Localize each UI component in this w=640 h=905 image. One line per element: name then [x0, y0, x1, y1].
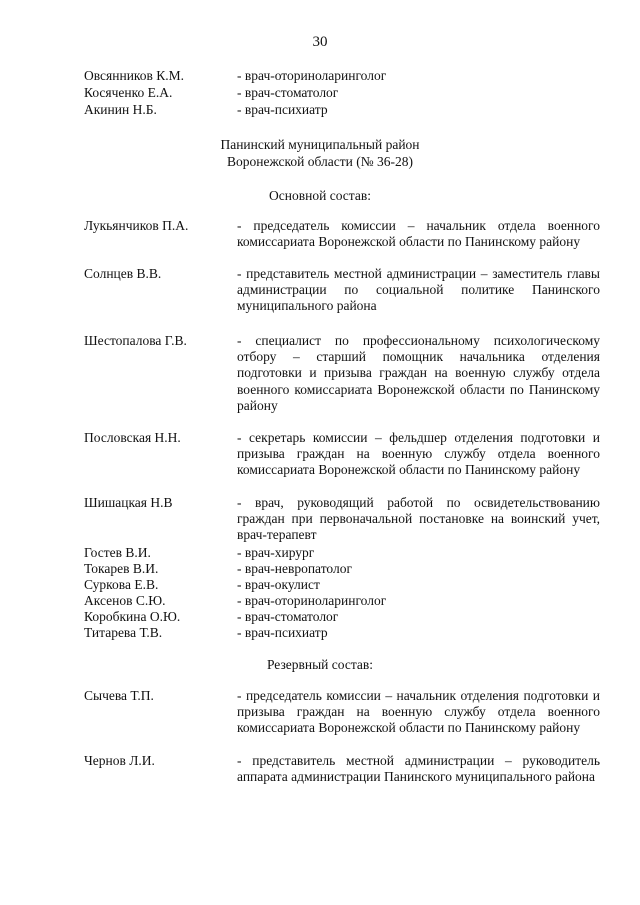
member-role: - врач-стоматолог	[237, 609, 339, 624]
member-name: Коробкина О.Ю.	[84, 609, 181, 624]
member-role: - врач-оториноларинголог	[237, 68, 387, 83]
member-name: Титарева Т.В.	[84, 625, 163, 640]
member-role: - врач-оториноларинголог	[237, 593, 387, 608]
member-name: Лукьянчиков П.А.	[84, 218, 189, 233]
member-name: Шишацкая Н.В	[84, 495, 173, 510]
member-name: Сычева Т.П.	[84, 688, 154, 703]
main-composition-heading: Основной состав:	[269, 188, 371, 203]
member-role: - врач-психиатр	[237, 625, 328, 640]
member-name: Суркова Е.В.	[84, 577, 159, 592]
member-name: Шестопалова Г.В.	[84, 333, 187, 348]
member-role: - специалист по профессиональному психологическому отбору – старший помощник начальника отделения подготовки и призыва граждан на военную службу отдела военного комиссариата Воронежской области по Панинскому району	[237, 333, 600, 413]
member-name: Токарев В.И.	[84, 561, 159, 576]
page-number: 30	[312, 34, 328, 50]
member-name: Аксенов С.Ю.	[84, 593, 166, 608]
member-role: - председатель комиссии – начальник отделения подготовки и призыва граждан на военную службу отдела военного комиссариата Воронежской области по Панинскому району	[237, 688, 600, 736]
member-name: Акинин Н.Б.	[84, 102, 157, 117]
member-role: - врач-невропатолог	[237, 561, 353, 576]
member-name: Косяченко Е.А.	[84, 85, 173, 100]
district-title-line1: Панинский муниципальный район	[220, 137, 420, 152]
member-name: Пословская Н.Н.	[84, 430, 181, 445]
member-name: Гостев В.И.	[84, 545, 151, 560]
member-role: - секретарь комиссии – фельдшер отделения подготовки и призыва граждан на военную службу отдела военного комиссариата Воронежской области по Панинскому району	[237, 430, 600, 478]
member-role: - врач-стоматолог	[237, 85, 339, 100]
member-name: Овсянников К.М.	[84, 68, 185, 83]
member-role: - председатель комиссии – начальник отдела военного комиссариата Воронежской области по Панинскому району	[237, 218, 600, 250]
member-role: - представитель местной администрации – заместитель главы администрации по социальной политике Панинского муниципального района	[237, 266, 600, 314]
member-role: - врач-психиатр	[237, 102, 328, 117]
member-role: - врач-окулист	[237, 577, 320, 592]
member-role: - врач-хирург	[237, 545, 315, 560]
member-name: Солнцев В.В.	[84, 266, 162, 281]
member-role: - врач, руководящий работой по освидетельствованию граждан при первоначальной постановке на воинский учет, врач-терапевт	[237, 495, 600, 543]
district-title-line2: Воронежской области (№ 36-28)	[226, 154, 413, 169]
member-role: - представитель местной администрации – руководитель аппарата администрации Панинского муниципального района	[237, 753, 600, 785]
reserve-composition-heading: Резервный состав:	[266, 657, 374, 672]
member-name: Чернов Л.И.	[84, 753, 155, 768]
